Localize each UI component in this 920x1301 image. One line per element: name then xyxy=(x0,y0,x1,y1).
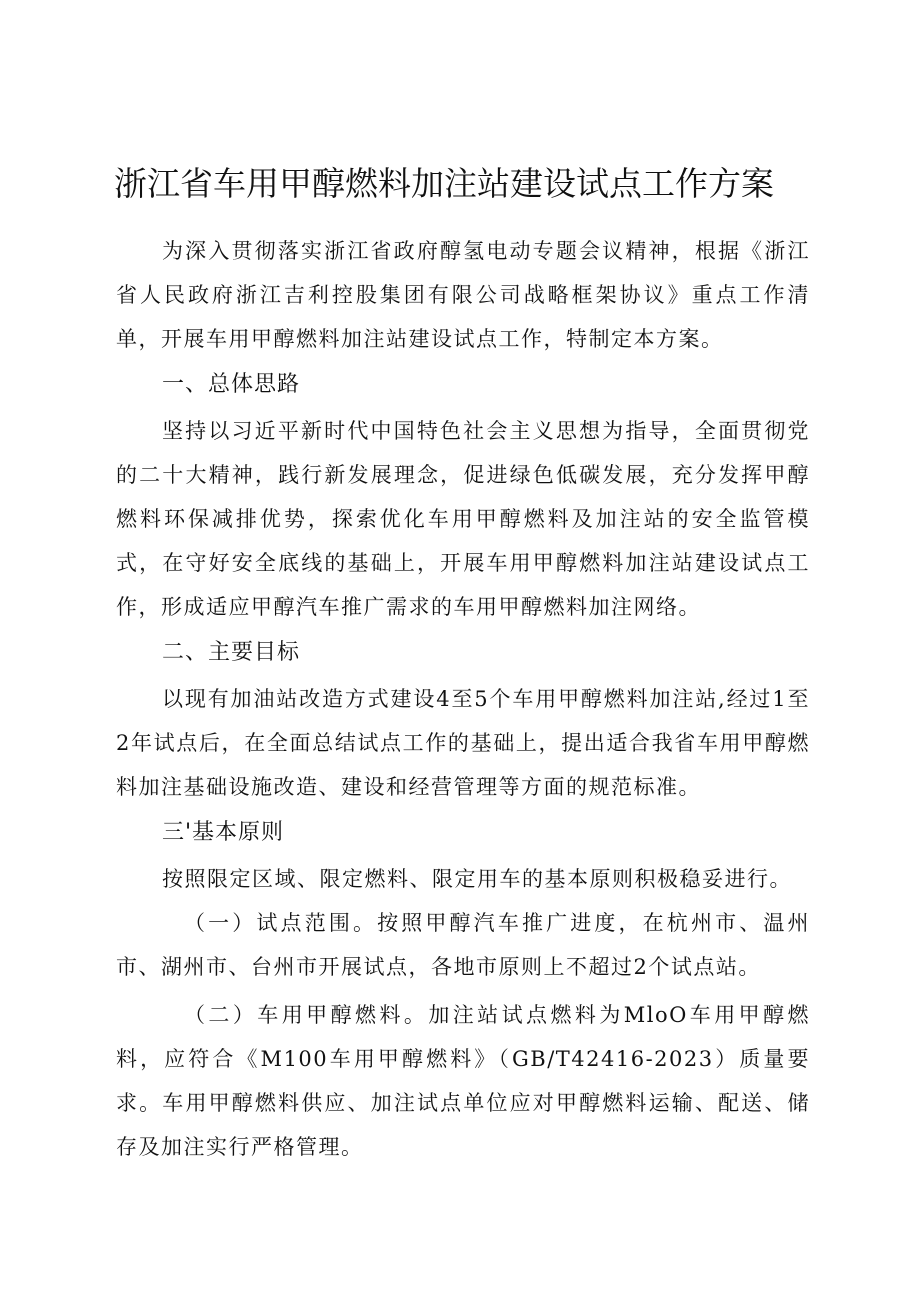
document-body xyxy=(116,229,810,1169)
sub-item-pilot-scope: （一）试点范围。按照甲醇汽车推广进度，在杭州市、温州市、湖州市、台州市开展试点，各地市原则上不超过2个试点站。 xyxy=(116,911,810,979)
section-paragraph-main-goals: 以现有加油站改造方式建设4至5个车用甲醇燃料加注站,经过1至2年试点后，在全面总结试点工作的基础上，提出适合我省车用甲醇燃料加注基础设施改造、建设和经营管理等方面的规范标准。 xyxy=(116,687,810,799)
sub-item-methanol-fuel: （二）车用甲醇燃料。加注站试点燃料为MloO车用甲醇燃料，应符合《M100车用甲醇燃料》（GB/T42416-2023）质量要求。车用甲醇燃料供应、加注试点单位应对甲醇燃料运输、配送、储存及加注实行严格管理。 xyxy=(116,1003,810,1159)
intro-paragraph: 为深入贯彻落实浙江省政府醇氢电动专题会议精神，根据《浙江省人民政府浙江吉利控股集团有限公司战略框架协议》重点工作清单，开展车用甲醇燃料加注站建设试点工作，特制定本方案。 xyxy=(116,239,810,351)
section-paragraph-overall-approach: 坚持以习近平新时代中国特色社会主义思想为指导，全面贯彻党的二十大精神，践行新发展理念，促进绿色低碳发展，充分发挥甲醇燃料环保减排优势，探索优化车用甲醇燃料及加注站的安全监管模式，在守好安全底线的基础上，开展车用甲醇燃料加注站建设试点工作，形成适应甲醇汽车推广需求的车用甲醇燃料加注网络。 xyxy=(116,419,810,619)
section-heading-overall-approach: 一、总体思路 xyxy=(162,372,301,397)
section-heading-main-goals: 二、主要目标 xyxy=(162,640,301,665)
section-paragraph-basic-principles: 按照限定区域、限定燃料、限定用车的基本原则积极稳妥进行。 xyxy=(162,867,792,891)
document-title: 浙江省车用甲醇燃料加注站建设试点工作方案 xyxy=(114,164,774,203)
section-heading-basic-principles: 三'基本原则 xyxy=(162,820,285,845)
